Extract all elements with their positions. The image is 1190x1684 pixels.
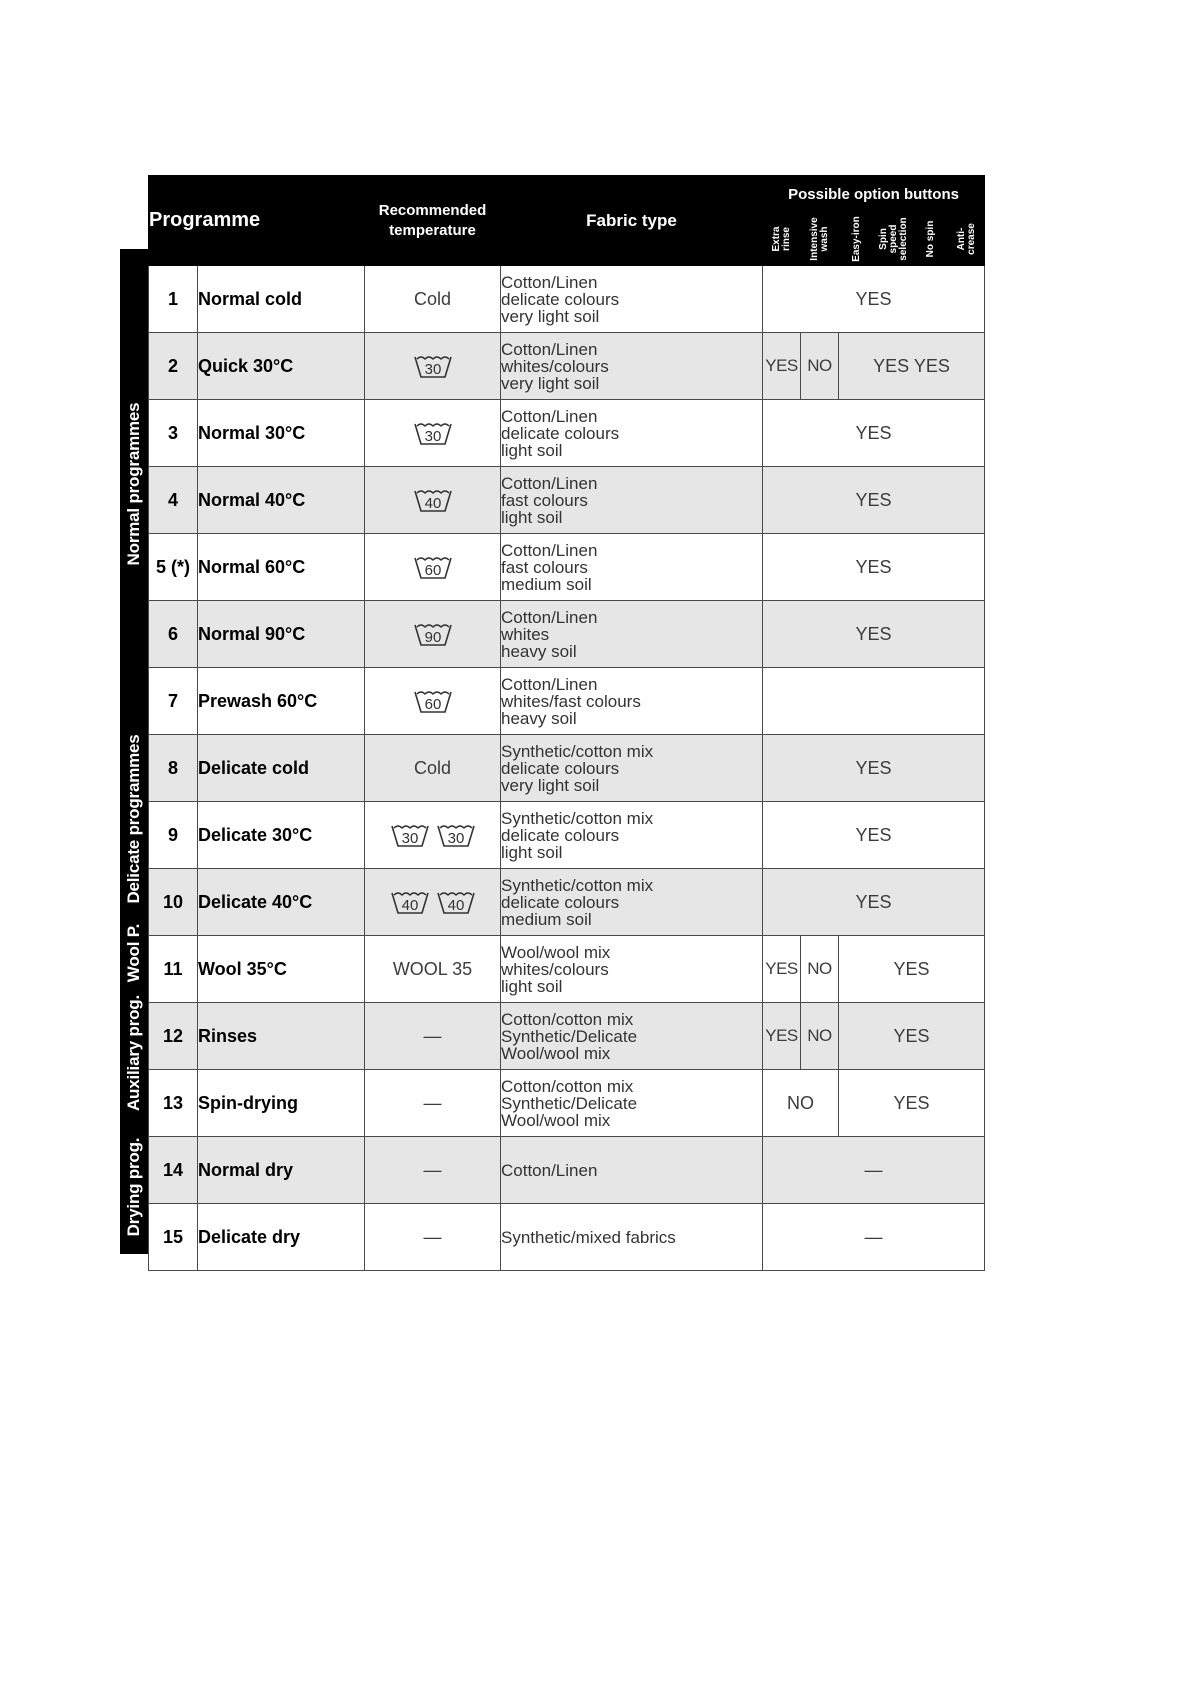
programme-row — [149, 936, 985, 1003]
fabric-line: fast colours — [501, 557, 588, 577]
temperature-header: Recommended temperature — [365, 176, 501, 266]
option-availability: YES — [763, 534, 985, 601]
option-availability: YES — [763, 266, 985, 333]
fabric-line: Cotton/cotton mix — [501, 1076, 634, 1096]
programme-number: 3 — [149, 400, 198, 467]
option-availability: YES — [839, 936, 985, 1003]
fabric-type — [501, 936, 763, 1003]
programme-number: 4 — [149, 467, 198, 534]
fabric-line: Cotton/Linen — [501, 406, 598, 426]
group-auxiliary-prog — [120, 986, 148, 1120]
svg-text:60: 60 — [424, 562, 441, 579]
option-availability: YES — [763, 467, 985, 534]
option-availability: — — [763, 1204, 985, 1271]
wash-temperature-30-icon — [413, 419, 453, 447]
fabric-line: Cotton/Linen — [501, 473, 598, 493]
temperature-text: — — [423, 1226, 442, 1247]
fabric-line: Cotton/cotton mix — [501, 1009, 634, 1029]
fabric-line: fast colours — [501, 490, 588, 510]
recommended-temperature — [365, 400, 501, 467]
programme-row — [149, 668, 985, 735]
fabric-line: very light soil — [501, 306, 600, 326]
fabric-type — [501, 467, 763, 534]
programme-name: Normal 40°C — [198, 467, 365, 534]
fabric-line: delicate colours — [501, 758, 620, 778]
fabric-line: heavy soil — [501, 708, 577, 728]
option-availability: NO — [801, 936, 839, 1003]
recommended-temperature — [365, 467, 501, 534]
fabric-type — [501, 534, 763, 601]
programme-number: 11 — [149, 936, 198, 1003]
option-column-spin-speed-selection — [876, 213, 913, 266]
fabric-line: Synthetic/Delicate — [501, 1026, 638, 1046]
programme-row — [149, 266, 985, 333]
programme-name: Delicate dry — [198, 1204, 365, 1271]
programme-row — [149, 869, 985, 936]
group-delicate-programmes — [120, 718, 148, 919]
programme-row — [149, 400, 985, 467]
fabric-line: Synthetic/mixed fabrics — [501, 1227, 676, 1247]
svg-text:60: 60 — [424, 696, 441, 713]
recommended-temperature — [365, 869, 501, 936]
programme-name: Delicate 40°C — [198, 869, 365, 936]
option-column-label: Spin speed selection — [878, 217, 909, 261]
fabric-line: medium soil — [501, 574, 592, 594]
svg-text:30: 30 — [447, 830, 464, 847]
fabric-line: delicate colours — [501, 892, 620, 912]
programme-number: 13 — [149, 1070, 198, 1137]
option-availability: — — [763, 1137, 985, 1204]
fabric-type — [501, 266, 763, 333]
programme-name: Spin-drying — [198, 1070, 365, 1137]
option-column-intensive-wash — [801, 213, 839, 266]
programme-number: 10 — [149, 869, 198, 936]
programme-number: 2 — [149, 333, 198, 400]
option-availability: YES — [763, 1003, 801, 1070]
programme-name: Rinses — [198, 1003, 365, 1070]
fabric-line: whites — [501, 624, 550, 644]
recommended-temperature — [365, 936, 501, 1003]
fabric-line: light soil — [501, 976, 563, 996]
group-label-text: Delicate programmes — [124, 733, 143, 904]
temperature-text: Cold — [413, 757, 452, 778]
recommended-temperature — [365, 1204, 501, 1271]
wash-temperature-30-icon — [436, 821, 476, 849]
fabric-type — [501, 869, 763, 936]
fabric-line: whites/colours — [501, 356, 609, 376]
option-availability: NO — [763, 1070, 839, 1137]
fabric-line: light soil — [501, 507, 563, 527]
fabric-line: Cotton/Linen — [501, 272, 598, 292]
option-availability: YES — [839, 1003, 985, 1070]
wash-temperature-40-icon — [390, 888, 430, 916]
option-availability: YES — [763, 869, 985, 936]
svg-text:40: 40 — [447, 897, 464, 914]
fabric-type — [501, 1070, 763, 1137]
group-drying-prog — [120, 1120, 148, 1254]
programme-name: Normal 90°C — [198, 601, 365, 668]
fabric-line: whites/colours — [501, 959, 609, 979]
programme-row — [149, 534, 985, 601]
recommended-temperature — [365, 333, 501, 400]
fabric-line: Synthetic/cotton mix — [501, 808, 654, 828]
fabric-type — [501, 601, 763, 668]
recommended-temperature — [365, 1003, 501, 1070]
wash-temperature-30-icon — [390, 821, 430, 849]
fabric-line: delicate colours — [501, 289, 620, 309]
recommended-temperature — [365, 534, 501, 601]
wash-temperature-30-icon — [413, 352, 453, 380]
option-availability: YES — [763, 400, 985, 467]
temperature-text: — — [423, 1159, 442, 1180]
wash-temperature-60-icon — [413, 687, 453, 715]
programme-row — [149, 601, 985, 668]
fabric-type — [501, 802, 763, 869]
programme-row — [149, 735, 985, 802]
programme-number: 12 — [149, 1003, 198, 1070]
fabric-type — [501, 1137, 763, 1204]
programme-rows — [149, 266, 985, 1271]
programme-number: 5 (*) — [149, 534, 198, 601]
fabric-line: medium soil — [501, 909, 592, 929]
option-column-extra-rinse — [763, 213, 801, 266]
recommended-temperature — [365, 668, 501, 735]
programme-name: Delicate cold — [198, 735, 365, 802]
programme-number: 8 — [149, 735, 198, 802]
programme-name: Normal 30°C — [198, 400, 365, 467]
fabric-line: Wool/wool mix — [501, 942, 611, 962]
option-availability: YES — [763, 936, 801, 1003]
programme-name: Normal 60°C — [198, 534, 365, 601]
option-column-label: No spin — [925, 220, 936, 258]
fabric-line: Synthetic/Delicate — [501, 1093, 638, 1113]
group-label-text: Wool P. — [124, 923, 143, 982]
programme-row — [149, 1137, 985, 1204]
programme-name: Normal cold — [198, 266, 365, 333]
programme-table — [148, 175, 985, 1271]
recommended-temperature — [365, 266, 501, 333]
option-availability: YES — [763, 601, 985, 668]
option-availability: YES — [763, 735, 985, 802]
temperature-text: — — [423, 1025, 442, 1046]
group-label-text: Auxiliary prog. — [124, 994, 143, 1112]
option-availability: YES — [839, 1070, 985, 1137]
programme-number: 7 — [149, 668, 198, 735]
fabric-type — [501, 668, 763, 735]
option-availability: YES YES — [839, 333, 985, 400]
programme-table-wrapper — [120, 175, 984, 1260]
option-column-anti-crease — [950, 213, 985, 266]
fabric-line: Cotton/Linen — [501, 339, 598, 359]
fabric-type — [501, 333, 763, 400]
fabric-line: very light soil — [501, 373, 600, 393]
programme-header: Programme — [149, 176, 365, 266]
fabric-type — [501, 400, 763, 467]
svg-text:30: 30 — [424, 361, 441, 378]
fabric-line: delicate colours — [501, 825, 620, 845]
fabric-type — [501, 735, 763, 802]
svg-text:30: 30 — [424, 428, 441, 445]
programme-number: 1 — [149, 266, 198, 333]
option-availability: YES — [763, 802, 985, 869]
option-column-label: Anti-crease — [956, 223, 978, 255]
temperature-text: Cold — [413, 288, 452, 309]
fabric-line: light soil — [501, 842, 563, 862]
option-buttons-header: Possible option buttons — [763, 176, 985, 213]
programme-row — [149, 802, 985, 869]
programme-number: 6 — [149, 601, 198, 668]
programme-row — [149, 1070, 985, 1137]
fabric-line: Synthetic/cotton mix — [501, 875, 654, 895]
svg-text:30: 30 — [401, 830, 418, 847]
temperature-text: — — [423, 1092, 442, 1113]
temperature-text: WOOL 35 — [392, 958, 473, 979]
recommended-temperature — [365, 802, 501, 869]
fabric-line: Wool/wool mix — [501, 1043, 611, 1063]
programme-name: Quick 30°C — [198, 333, 365, 400]
fabric-line: Cotton/Linen — [501, 607, 598, 627]
programme-row — [149, 1003, 985, 1070]
programme-row — [149, 467, 985, 534]
programme-row — [149, 333, 985, 400]
programme-row — [149, 1204, 985, 1271]
wash-temperature-40-icon — [413, 486, 453, 514]
group-wool-p — [120, 919, 148, 986]
fabric-line: Cotton/Linen — [501, 674, 598, 694]
option-column-label: Easy-iron — [851, 216, 862, 262]
svg-text:40: 40 — [401, 897, 418, 914]
option-availability: NO — [801, 1003, 839, 1070]
fabric-line: very light soil — [501, 775, 600, 795]
option-availability: NO — [801, 333, 839, 400]
fabric-line: delicate colours — [501, 423, 620, 443]
fabric-type — [501, 1204, 763, 1271]
programme-number: 15 — [149, 1204, 198, 1271]
option-column-easy-iron — [839, 213, 876, 266]
option-availability — [763, 668, 985, 735]
programme-name: Delicate 30°C — [198, 802, 365, 869]
fabric-type-header: Fabric type — [501, 176, 763, 266]
recommended-temperature — [365, 1137, 501, 1204]
option-column-no-spin — [913, 213, 950, 266]
recommended-temperature — [365, 601, 501, 668]
option-column-label: Intensive wash — [808, 217, 830, 261]
fabric-line: light soil — [501, 440, 563, 460]
programme-number: 9 — [149, 802, 198, 869]
fabric-type — [501, 1003, 763, 1070]
option-availability: YES — [763, 333, 801, 400]
fabric-line: Synthetic/cotton mix — [501, 741, 654, 761]
programme-number: 14 — [149, 1137, 198, 1204]
recommended-temperature — [365, 1070, 501, 1137]
fabric-line: whites/fast colours — [501, 691, 641, 711]
wash-temperature-90-icon — [413, 620, 453, 648]
wash-temperature-40-icon — [436, 888, 476, 916]
group-normal-programmes — [120, 249, 148, 718]
fabric-line: Cotton/Linen — [501, 540, 598, 560]
svg-text:90: 90 — [424, 629, 441, 646]
programme-name: Prewash 60°C — [198, 668, 365, 735]
programme-name: Wool 35°C — [198, 936, 365, 1003]
programme-name: Normal dry — [198, 1137, 365, 1204]
fabric-line: Cotton/Linen — [501, 1160, 598, 1180]
group-label-text: Drying prog. — [124, 1137, 143, 1237]
svg-text:40: 40 — [424, 495, 441, 512]
programme-group-column — [120, 175, 148, 1260]
recommended-temperature — [365, 735, 501, 802]
option-column-label: Extra rinse — [770, 226, 792, 252]
wash-temperature-60-icon — [413, 553, 453, 581]
fabric-line: heavy soil — [501, 641, 577, 661]
group-label-text: Normal programmes — [124, 402, 143, 565]
fabric-line: Wool/wool mix — [501, 1110, 611, 1130]
